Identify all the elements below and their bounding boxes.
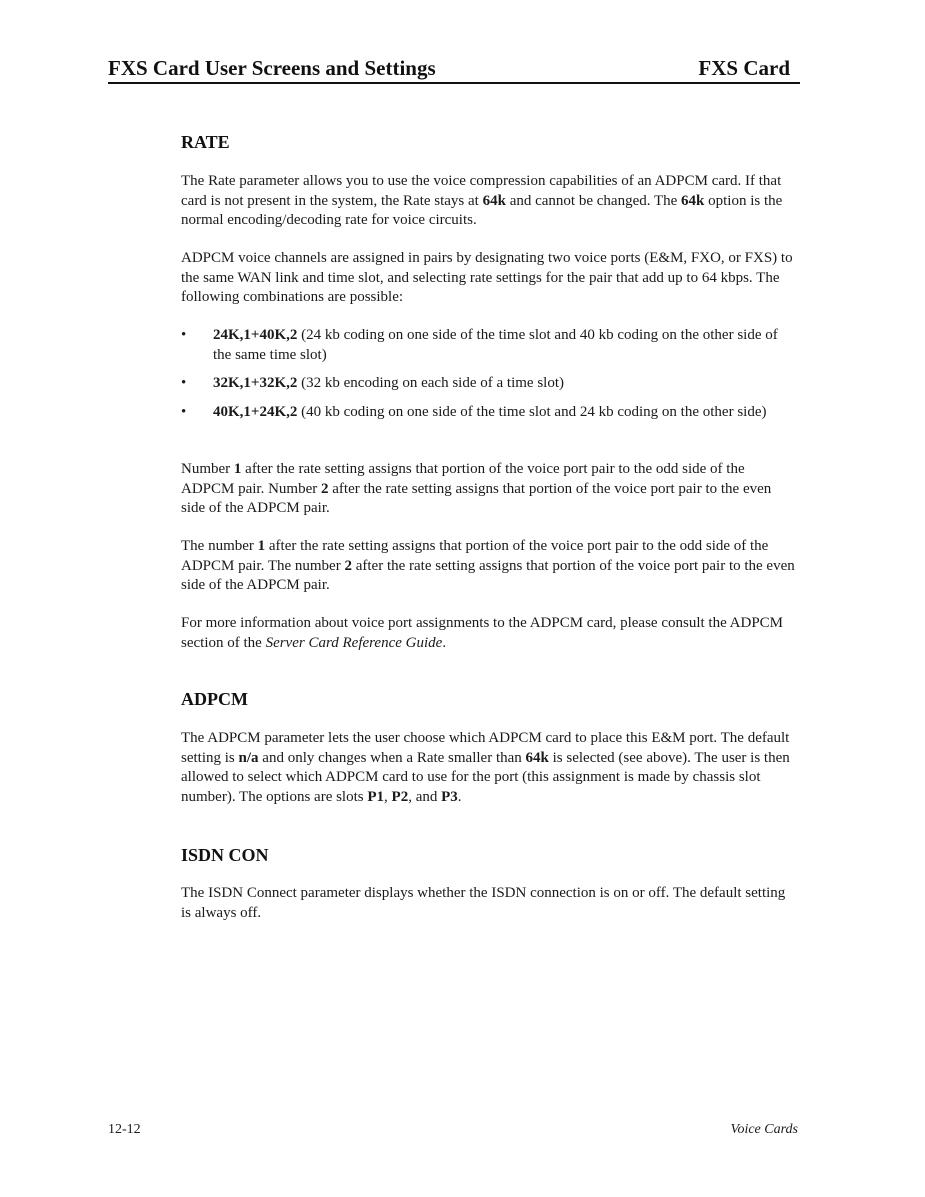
header-section: FXS Card [698,56,790,80]
isdn-paragraph: The ISDN Connect parameter displays whether the ISDN connection is on or off. The default setting is always off. [181,885,786,921]
page-number: 12-12 [108,1122,141,1137]
rate-paragraph-3: Number 1 after the rate setting assigns that portion of the voice port pair to the odd side of the ADPCM pair. Number 2 after the rate setting assigns that portion of the voice port pair to the even side of the ADPCM pair. [181,461,772,516]
rate-paragraph-2: ADPCM voice channels are assigned in pairs by designating two voice ports (E&M, FXO, or FXS) to the same WAN link and time slot, and selecting rate settings for the pair that add up to 64 kbps. The following combinations are possible: [181,250,793,305]
isdn-heading: ISDN CON [181,845,269,865]
bullet-icon: • [181,404,187,420]
rate-heading: RATE [181,132,230,152]
rate-paragraph-4: The number 1 after the rate setting assigns that portion of the voice port pair to the odd side of the ADPCM pair. The number 2 after the rate setting assigns that portion of the voice port pair to the even side of the ADPCM pair. [181,538,795,593]
bullet-icon: • [181,375,187,391]
adpcm-paragraph: The ADPCM parameter lets the user choose which ADPCM card to place this E&M port. The default setting is n/a and only changes when a Rate smaller than 64k is selected (see above). The user is then allowed to select which ADPCM card to use for the port (this assignment is made by chassis slot number). The options are slots P1, P2, and P3. [181,730,790,805]
rate-paragraph-5: For more information about voice port assignments to the ADPCM card, please consult the ADPCM section of the Server Card Reference Guide. [181,615,784,651]
chapter-title: Voice Cards [730,1122,798,1137]
bullet-icon: • [181,327,187,343]
header-title: FXS Card User Screens and Settings [108,56,436,80]
rate-paragraph-1: The Rate parameter allows you to use the voice compression capabilities of an ADPCM card. If that card is not present in the system, the Rate stays at 64k and cannot be changed. The 64k option is the normal encoding/decoding rate for voice circuits. [181,173,783,228]
page-header [108,54,800,84]
adpcm-heading: ADPCM [181,689,248,709]
